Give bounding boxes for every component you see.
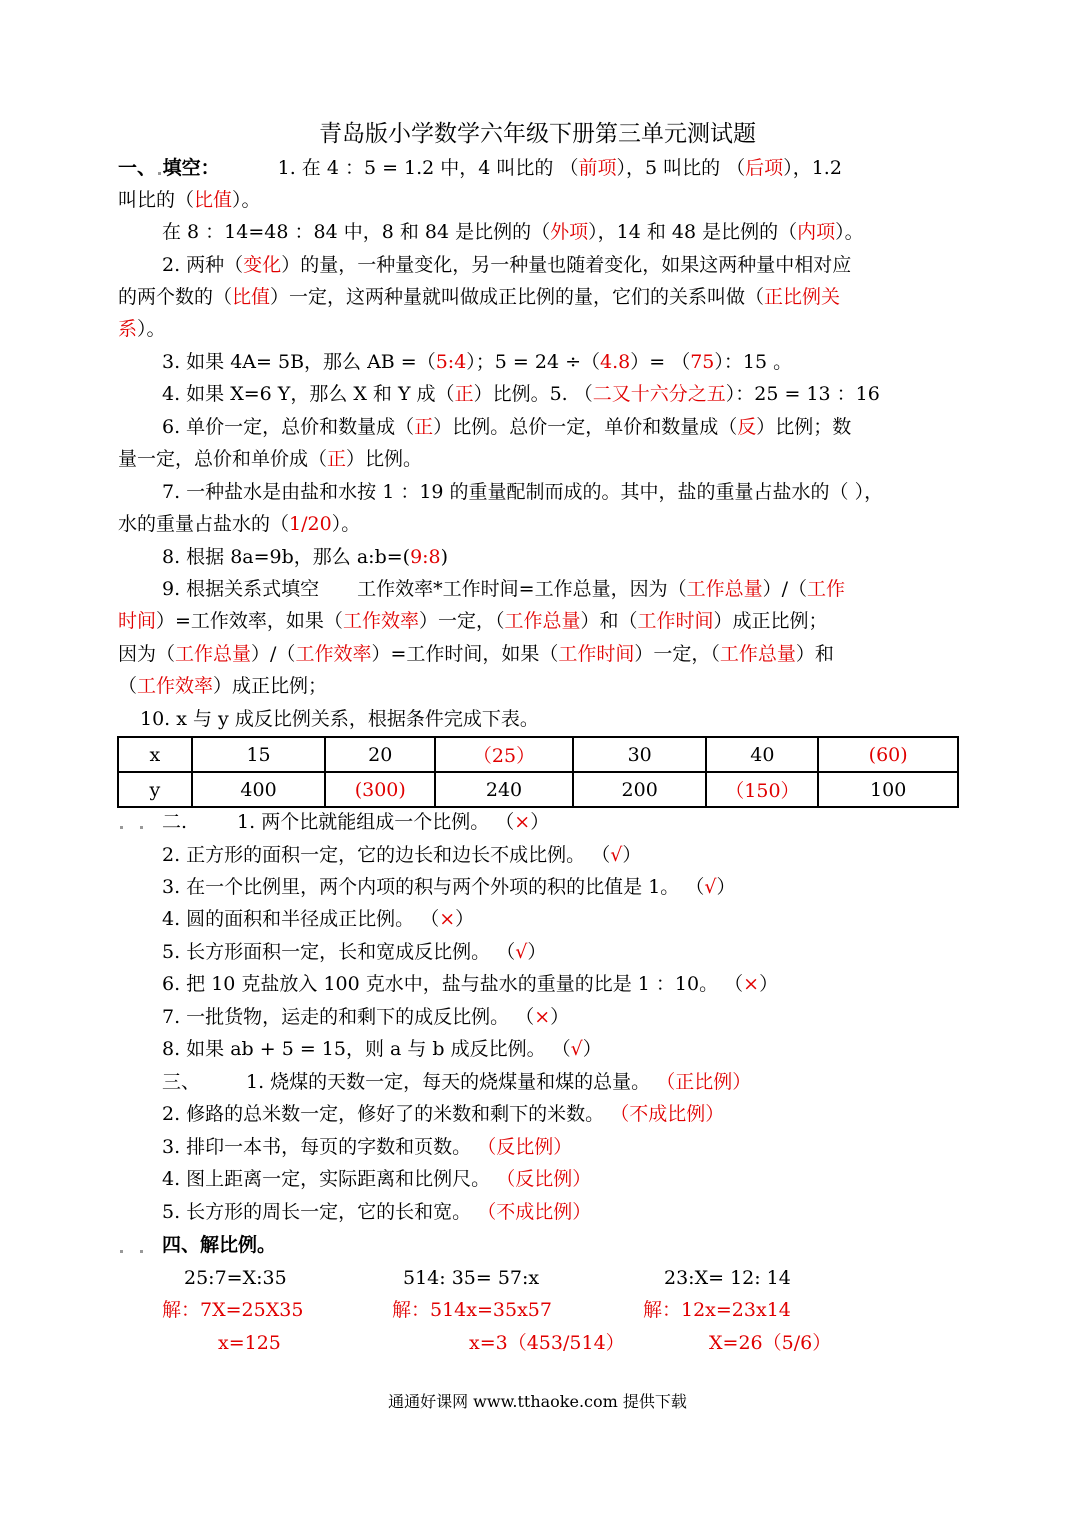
- q7-line-b: 水的重量占盐水的（1/20）。: [118, 513, 361, 535]
- s2-item-5: 5. 长方形面积一定，长和宽成反比例。 （√）: [162, 941, 547, 963]
- section-3-heading: 三、: [162, 1071, 201, 1093]
- solution-1-step-1: 解：7X=25X35: [162, 1299, 304, 1321]
- s3-item-1: 三、 1. 烧煤的天数一定，每天的烧煤量和煤的总量。 （正比例）: [162, 1071, 752, 1093]
- table-cell: 400: [192, 772, 326, 807]
- table-cell: （25）: [435, 737, 573, 772]
- table-header-x: x: [118, 737, 192, 772]
- table-header-y: y: [118, 772, 192, 807]
- xy-table: [117, 736, 959, 808]
- table-cell: (60): [818, 737, 958, 772]
- problem-1: 25:7=X:35: [184, 1267, 287, 1289]
- q1-line-b: 叫比的（比值）。: [118, 189, 261, 211]
- scan-dot: [120, 1250, 123, 1253]
- q2-line-a: 2. 两种（变化）的量，一种量变化，另一种量也随着变化，如果这两种量中相对应: [162, 254, 852, 276]
- page-title: 青岛版小学数学六年级下册第三单元测试题: [319, 121, 756, 147]
- s2-item-8: 8. 如果 ab + 5 = 15，则 a 与 b 成反比例。 （√）: [162, 1038, 602, 1060]
- table-cell: 240: [435, 772, 573, 807]
- table-cell: (300): [325, 772, 435, 807]
- table-cell: 200: [573, 772, 707, 807]
- q3-line: 3. 如果 4A= 5B，那么 AB =（5:4）；5 = 24 ÷（4.8）= （75）：15 。: [162, 351, 793, 373]
- q7-line-a: 7. 一种盐水是由盐和水按 1 ：19 的重量配制而成的。其中，盐的重量占盐水的（ ），: [162, 481, 884, 503]
- solution-2-step-2: x=3（453/514）: [469, 1332, 625, 1354]
- q9-line-a: 9. 根据关系式填空 工作效率*工作时间=工作总量，因为（工作总量）/（工作: [162, 578, 846, 600]
- section-2-heading: 二.: [162, 811, 188, 833]
- q1-line-a: 一、 填空： 1. 在 4 ：5 = 1.2 中，4 叫比的 （前项），5 叫比的 （后项），1.2: [118, 157, 842, 179]
- solution-2-step-1: 解：514x=35x57: [392, 1299, 552, 1321]
- solution-3-step-1: 解：12x=23x14: [643, 1299, 791, 1321]
- q9-line-d: （工作效率）成正比例；: [118, 675, 328, 697]
- table-cell: 20: [325, 737, 435, 772]
- s2-item-1: 二. 1. 两个比就能组成一个比例。 （×）: [162, 811, 550, 833]
- section-1-heading: 一、 填空：: [118, 157, 220, 179]
- table-cell: 15: [192, 737, 326, 772]
- q2-line-b: 的两个数的（比值）一定，这两种量就叫做成正比例的量，它们的关系叫做（正比例关: [118, 286, 841, 308]
- s3-item-3: 3. 排印一本书，每页的字数和页数。 （反比例）: [162, 1136, 573, 1158]
- problem-3: 23:X= 12: 14: [664, 1267, 791, 1289]
- s3-item-4: 4. 图上距离一定，实际距离和比例尺。 （反比例）: [162, 1168, 592, 1190]
- table-cell: 100: [818, 772, 958, 807]
- section-4-heading: 四、解比例。: [162, 1234, 277, 1256]
- q9-line-b: 时间）=工作效率，如果（工作效率）一定，（工作总量）和（工作时间）成正比例；: [118, 610, 828, 632]
- table-row-y: [118, 772, 958, 807]
- problem-2: 514: 35= 57:x: [403, 1267, 540, 1289]
- q8-line: 8. 根据 8a=9b，那么 a:b=(9:8): [162, 546, 449, 568]
- scan-dot: [140, 826, 143, 829]
- q4-line: 4. 如果 X=6 Y，那么 X 和 Y 成（正）比例。5. （二又十六分之五）：25 = 13 ：16: [162, 383, 880, 405]
- s2-item-4: 4. 圆的面积和半径成正比例。 （×）: [162, 908, 475, 930]
- table-row-x: [118, 737, 958, 772]
- solution-3-step-2: X=26（5/6）: [709, 1332, 832, 1354]
- q10-line: 10. x 与 y 成反比例关系，根据条件完成下表。: [140, 708, 539, 730]
- q9-line-c: 因为（工作总量）/（工作效率）=工作时间，如果（工作时间）一定，（工作总量）和: [118, 643, 834, 665]
- q6-line-b: 量一定，总价和单价成（正）比例。: [118, 448, 423, 470]
- q1-line-c: 在 8 ：14=48 ：84 中，8 和 84 是比例的（外项），14 和 48 是比例的（内项）。: [162, 221, 864, 243]
- s2-item-3: 3. 在一个比例里，两个内项的积与两个外项的积的比值是 1。 （√）: [162, 876, 736, 898]
- s2-item-6: 6. 把 10 克盐放入 100 克水中，盐与盐水的重量的比是 1 ：10。 （×）: [162, 973, 779, 995]
- solution-1-step-2: x=125: [218, 1332, 281, 1354]
- s2-item-7: 7. 一批货物，运走的和剩下的成反比例。 （×）: [162, 1006, 570, 1028]
- table-cell: 40: [706, 737, 818, 772]
- scan-dot: [140, 1250, 143, 1253]
- scan-dot: [120, 826, 123, 829]
- footer-source: 通通好课网 www.tthaoke.com 提供下载: [388, 1392, 687, 1411]
- q2-line-c: 系）。: [118, 318, 166, 340]
- q6-line-a: 6. 单价一定，总价和数量成（正）比例。总价一定，单价和数量成（反）比例；数: [162, 416, 852, 438]
- table-cell: （150）: [706, 772, 818, 807]
- s2-item-2: 2. 正方形的面积一定，它的边长和边长不成比例。 （√）: [162, 844, 642, 866]
- table-cell: 30: [573, 737, 707, 772]
- s3-item-2: 2. 修路的总米数一定，修好了的米数和剩下的米数。 （不成比例）: [162, 1103, 725, 1125]
- s3-item-5: 5. 长方形的周长一定，它的长和宽。 （不成比例）: [162, 1201, 592, 1223]
